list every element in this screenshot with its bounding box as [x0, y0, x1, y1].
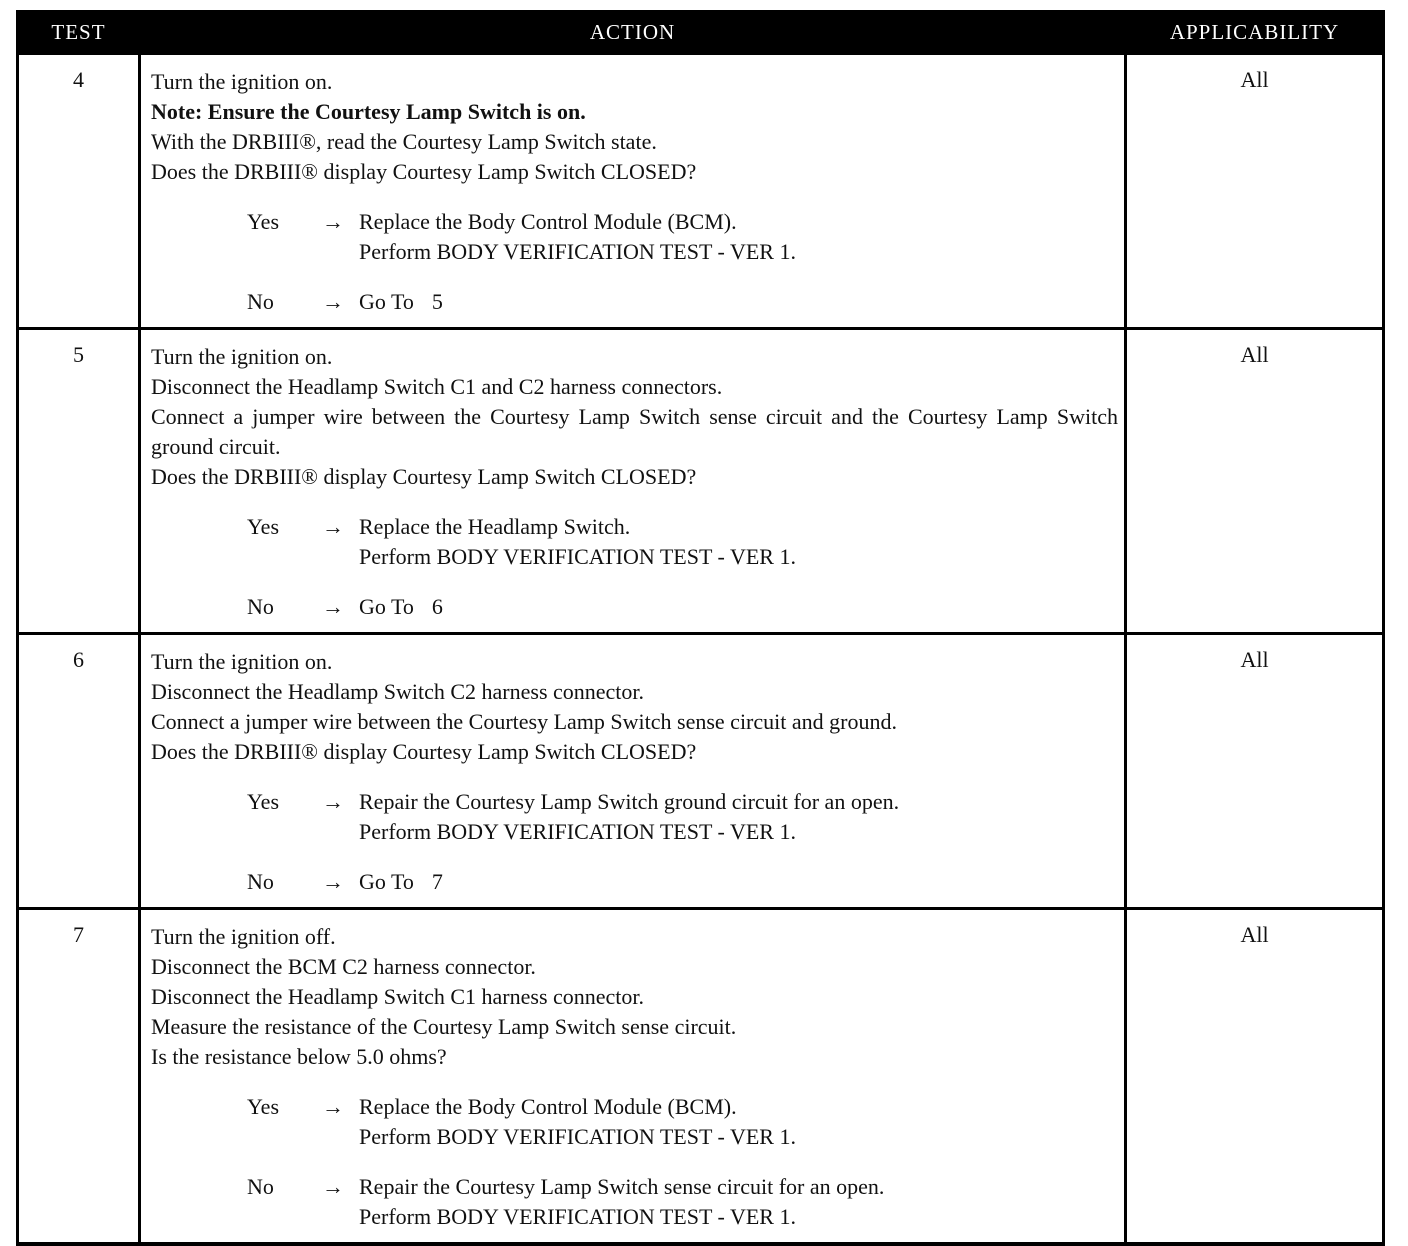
action-steps: [151, 67, 1118, 187]
result-text: Perform BODY VERIFICATION TEST - VER 1.: [359, 544, 796, 569]
result-text: Perform BODY VERIFICATION TEST - VER 1.: [359, 239, 796, 264]
result-text: Replace the Body Control Module (BCM).: [359, 209, 737, 234]
goto-text: Go To: [359, 869, 414, 894]
result-text: Replace the Headlamp Switch.: [359, 514, 631, 539]
action-steps: [151, 647, 1118, 767]
step-text: Disconnect the Headlamp Switch C1 and C2 harness connectors.: [151, 374, 723, 399]
table-row-test-6: [18, 634, 1384, 909]
step-text: Does the DRBIII® display Courtesy Lamp Switch CLOSED?: [151, 464, 697, 489]
result-text: Replace the Body Control Module (BCM).: [359, 1094, 737, 1119]
no-result: [151, 287, 1118, 317]
no-label: No: [247, 594, 274, 619]
step-text: Disconnect the BCM C2 harness connector.: [151, 954, 536, 979]
step-text: Turn the ignition off.: [151, 924, 336, 949]
result-text: Perform BODY VERIFICATION TEST - VER 1.: [359, 1124, 796, 1149]
step-text: Does the DRBIII® display Courtesy Lamp Switch CLOSED?: [151, 159, 697, 184]
result-text: Repair the Courtesy Lamp Switch sense circuit for an open.: [359, 1174, 885, 1199]
yes-result: [151, 1092, 1118, 1152]
goto-text: Go To: [359, 289, 414, 314]
step-text: Disconnect the Headlamp Switch C2 harness connector.: [151, 679, 645, 704]
right-arrow-icon: →: [322, 594, 344, 619]
table-row-test-5: [18, 329, 1384, 634]
action-cell: [140, 634, 1126, 909]
action-cell: [140, 909, 1126, 1245]
no-label: No: [247, 1174, 274, 1199]
step-text: Disconnect the Headlamp Switch C1 harness connector.: [151, 984, 645, 1009]
no-label: No: [247, 289, 274, 314]
goto-number: 7: [431, 869, 443, 894]
goto-text: Go To: [359, 594, 414, 619]
test-number: 7: [18, 909, 140, 1245]
right-arrow-icon: →: [322, 1094, 344, 1119]
diagnostic-test-table: [16, 10, 1382, 1246]
applicability-value: All: [1126, 329, 1384, 634]
action-steps: [151, 922, 1118, 1072]
step-text: Turn the ignition on.: [151, 69, 333, 94]
applicability-value: All: [1126, 909, 1384, 1245]
yes-result: [151, 512, 1118, 572]
no-result: [151, 1172, 1118, 1232]
right-arrow-icon: →: [322, 289, 344, 314]
applicability-value: All: [1126, 634, 1384, 909]
header-test: TEST: [18, 12, 140, 54]
right-arrow-icon: →: [322, 209, 344, 234]
step-text: Connect a jumper wire between the Courtesy Lamp Switch sense circuit and the Courtesy Lamp Switch ground circuit.: [151, 404, 1118, 459]
step-text: With the DRBIII®, read the Courtesy Lamp Switch state.: [151, 129, 657, 154]
test-number: 5: [18, 329, 140, 634]
right-arrow-icon: →: [322, 514, 344, 539]
table-header: [18, 12, 1384, 54]
yes-result: [151, 207, 1118, 267]
right-arrow-icon: →: [322, 789, 344, 814]
no-result: [151, 867, 1118, 897]
header-action: ACTION: [140, 12, 1126, 54]
right-arrow-icon: →: [322, 1174, 344, 1199]
table-row-test-4: [18, 54, 1384, 329]
result-text: Perform BODY VERIFICATION TEST - VER 1.: [359, 1204, 796, 1229]
step-text: Is the resistance below 5.0 ohms?: [151, 1044, 447, 1069]
table-row-test-7: [18, 909, 1384, 1245]
right-arrow-icon: →: [322, 869, 344, 894]
goto-number: 5: [431, 289, 443, 314]
yes-label: Yes: [247, 209, 280, 234]
step-text: Turn the ignition on.: [151, 344, 333, 369]
action-steps: [151, 342, 1118, 492]
applicability-value: All: [1126, 54, 1384, 329]
result-text: Repair the Courtesy Lamp Switch ground circuit for an open.: [359, 789, 900, 814]
test-number: 4: [18, 54, 140, 329]
action-cell: [140, 54, 1126, 329]
no-result: [151, 592, 1118, 622]
yes-label: Yes: [247, 1094, 280, 1119]
no-label: No: [247, 869, 274, 894]
yes-label: Yes: [247, 789, 280, 814]
step-text: Does the DRBIII® display Courtesy Lamp Switch CLOSED?: [151, 739, 697, 764]
note-text: Note: Ensure the Courtesy Lamp Switch is on.: [151, 99, 586, 124]
yes-label: Yes: [247, 514, 280, 539]
yes-result: [151, 787, 1118, 847]
test-table: [16, 10, 1385, 1246]
step-text: Measure the resistance of the Courtesy Lamp Switch sense circuit.: [151, 1014, 737, 1039]
test-number: 6: [18, 634, 140, 909]
header-applicability: APPLICABILITY: [1126, 12, 1384, 54]
action-cell: [140, 329, 1126, 634]
result-text: Perform BODY VERIFICATION TEST - VER 1.: [359, 819, 796, 844]
step-text: Turn the ignition on.: [151, 649, 333, 674]
goto-number: 6: [431, 594, 443, 619]
step-text: Connect a jumper wire between the Courtesy Lamp Switch sense circuit and ground.: [151, 709, 897, 734]
